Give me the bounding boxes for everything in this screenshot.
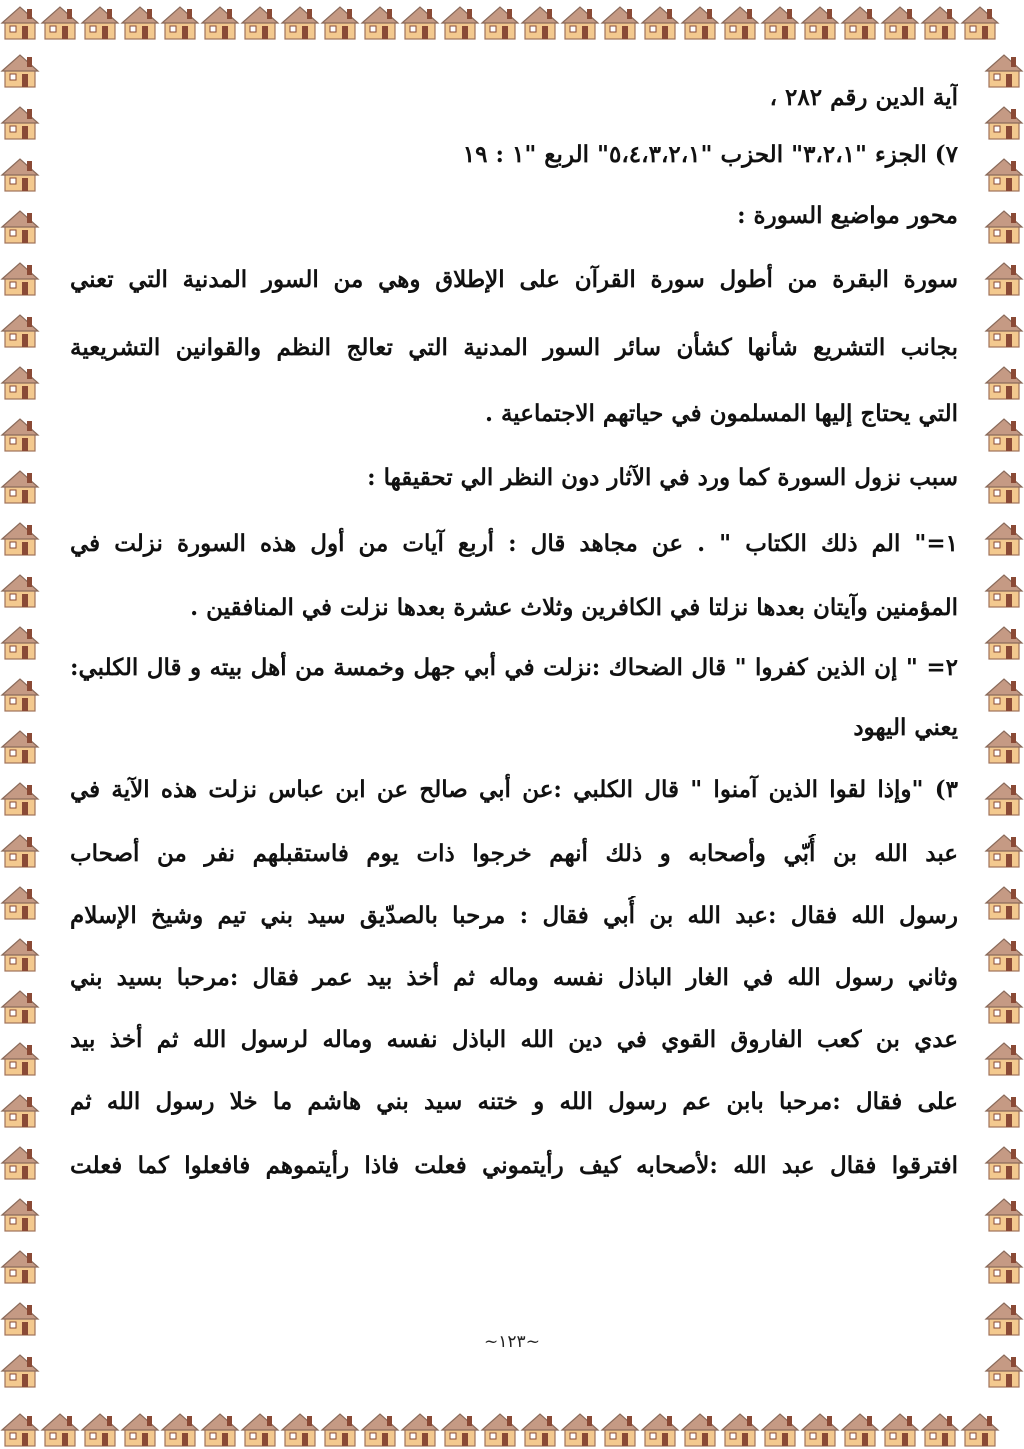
house-icon	[986, 523, 1022, 555]
house-icon	[2, 1043, 38, 1075]
house-icon	[2, 1199, 38, 1231]
house-icon	[986, 575, 1022, 607]
house-icon	[986, 731, 1022, 763]
house-icon	[922, 1414, 958, 1446]
text-line-2: ٧) الجزء "٣،٢،١" الحزب "٥،٤،٣،٢،١" الربع "١ : ١٩	[462, 141, 958, 168]
house-icon	[682, 1414, 718, 1446]
house-icon	[986, 1095, 1022, 1127]
house-icon	[2, 107, 38, 139]
house-icon	[282, 7, 318, 39]
house-icon	[986, 1043, 1022, 1075]
house-icon	[562, 1414, 598, 1446]
house-icon	[986, 1303, 1022, 1335]
house-icon	[842, 1414, 878, 1446]
house-icon	[2, 1303, 38, 1335]
text-line-8: ١=" الم ذلك الكتاب " . عن مجاهد قال : أربع آيات من أول هذه السورة نزلت في	[70, 530, 958, 557]
house-icon	[2, 7, 38, 39]
house-icon	[682, 7, 718, 39]
house-icon	[2, 263, 38, 295]
house-icon	[986, 679, 1022, 711]
house-icon	[962, 1414, 998, 1446]
page-number: ~١٢٣~	[484, 1332, 540, 1352]
house-icon	[122, 7, 158, 39]
house-icon	[42, 1414, 78, 1446]
house-icon	[722, 1414, 758, 1446]
house-icon	[722, 7, 758, 39]
body-text	[70, 78, 958, 1378]
text-line-1: آية الدين رقم ٢٨٢ ،	[769, 84, 958, 111]
house-icon	[762, 1414, 798, 1446]
house-icon	[2, 1251, 38, 1283]
house-icon	[802, 1414, 838, 1446]
house-icon	[2, 627, 38, 659]
house-icon	[986, 211, 1022, 243]
house-icon	[962, 7, 998, 39]
house-icon	[2, 1147, 38, 1179]
house-icon	[402, 1414, 438, 1446]
text-line-12: ٣) "وإذا لقوا الذين آمنوا " قال الكلبي :عن أبي صالح عن ابن عباس نزلت هذه الآية في	[70, 776, 958, 803]
text-line-5: بجانب التشريع شأنها كشأن سائر السور المدنية التي تعالج النظم والقوانين التشريعية	[70, 334, 958, 361]
house-icon	[482, 7, 518, 39]
house-icon	[986, 419, 1022, 451]
house-icon	[122, 1414, 158, 1446]
house-icon	[282, 1414, 318, 1446]
house-icon	[602, 7, 638, 39]
house-icon	[242, 7, 278, 39]
house-icon	[2, 211, 38, 243]
text-line-7: سبب نزول السورة كما ورد في الآثار دون النظر الي تحقيقها :	[367, 464, 958, 491]
house-icon	[562, 7, 598, 39]
house-icon	[2, 367, 38, 399]
text-line-17: على فقال :مرحبا بابن عم رسول الله و ختنه سيد بني هاشم ما خلا رسول الله ثم	[70, 1088, 958, 1115]
text-line-9: المؤمنين وآيتان بعدها نزلتا في الكافرين وثلاث عشرة بعدها نزلت في المنافقين .	[190, 594, 958, 621]
house-icon	[986, 107, 1022, 139]
text-line-10: ٢= " إن الذين كفروا " قال الضحاك :نزلت في أبي جهل وخمسة من أهل بيته و قال الكلبي:	[70, 654, 958, 681]
house-icon	[2, 575, 38, 607]
house-icon	[986, 1199, 1022, 1231]
house-icon	[802, 7, 838, 39]
house-icon	[986, 55, 1022, 87]
house-icon	[482, 1414, 518, 1446]
house-icon	[42, 7, 78, 39]
house-icon	[922, 7, 958, 39]
house-icon	[986, 783, 1022, 815]
house-icon	[2, 523, 38, 555]
house-icon	[986, 1355, 1022, 1387]
house-icon	[2, 783, 38, 815]
house-icon	[2, 471, 38, 503]
house-icon	[442, 1414, 478, 1446]
house-icon	[522, 7, 558, 39]
house-icon	[2, 731, 38, 763]
house-icon	[322, 7, 358, 39]
house-icon	[986, 471, 1022, 503]
house-icon	[2, 315, 38, 347]
house-icon	[2, 1414, 38, 1446]
text-line-14: رسول الله فقال :عبد الله بن أُبي فقال : مرحبا بالصدّيق سيد بني تيم وشيخ الإسلام	[70, 902, 958, 929]
house-icon	[2, 1355, 38, 1387]
house-icon	[322, 1414, 358, 1446]
house-icon	[986, 159, 1022, 191]
house-icon	[2, 55, 38, 87]
house-icon	[882, 7, 918, 39]
house-icon	[986, 939, 1022, 971]
house-icon	[986, 315, 1022, 347]
house-icon	[2, 1095, 38, 1127]
house-icon	[162, 1414, 198, 1446]
text-line-3: محور مواضيع السورة :	[737, 202, 958, 229]
house-icon	[882, 1414, 918, 1446]
house-icon	[2, 835, 38, 867]
text-line-11: يعني اليهود	[853, 714, 958, 741]
text-line-6: التي يحتاج إليها المسلمون في حياتهم الاجتماعية .	[484, 400, 958, 427]
house-icon	[986, 1251, 1022, 1283]
house-icon	[986, 991, 1022, 1023]
text-line-15: وثاني رسول الله في الغار الباذل نفسه وماله ثم أخذ بيد عمر فقال :مرحبا بسيد بني	[70, 964, 958, 991]
house-icon	[362, 1414, 398, 1446]
house-icon	[2, 419, 38, 451]
house-icon	[986, 627, 1022, 659]
house-icon	[2, 159, 38, 191]
house-icon	[2, 679, 38, 711]
text-line-16: عدي بن كعب الفاروق القوي في دين الله الباذل نفسه وماله لرسول الله ثم أخذ بيد	[70, 1026, 958, 1053]
house-icon	[986, 1147, 1022, 1179]
house-icon	[642, 7, 678, 39]
text-line-18: افترقوا فقال عبد الله :لأصحابه كيف رأيتموني فعلت فاذا رأيتموهم فافعلوا كما فعلت	[70, 1152, 958, 1179]
house-icon	[642, 1414, 678, 1446]
house-icon	[82, 1414, 118, 1446]
house-icon	[2, 887, 38, 919]
text-line-13: عبد الله بن أُبّي وأصحابه و ذلك أنهم خرجوا ذات يوم فاستقبلهم نفر من أصحاب	[70, 840, 958, 867]
house-icon	[986, 835, 1022, 867]
house-icon	[986, 263, 1022, 295]
house-icon	[842, 7, 878, 39]
house-icon	[162, 7, 198, 39]
house-icon	[522, 1414, 558, 1446]
house-icon	[82, 7, 118, 39]
house-icon	[2, 991, 38, 1023]
house-icon	[2, 939, 38, 971]
house-icon	[986, 887, 1022, 919]
house-icon	[602, 1414, 638, 1446]
house-icon	[402, 7, 438, 39]
house-icon	[442, 7, 478, 39]
house-icon	[242, 1414, 278, 1446]
house-icon	[362, 7, 398, 39]
house-icon	[762, 7, 798, 39]
house-icon	[202, 1414, 238, 1446]
house-icon	[202, 7, 238, 39]
text-line-4: سورة البقرة من أطول سورة القرآن على الإطلاق وهي من السور المدنية التي تعني	[70, 266, 958, 293]
house-icon	[986, 367, 1022, 399]
